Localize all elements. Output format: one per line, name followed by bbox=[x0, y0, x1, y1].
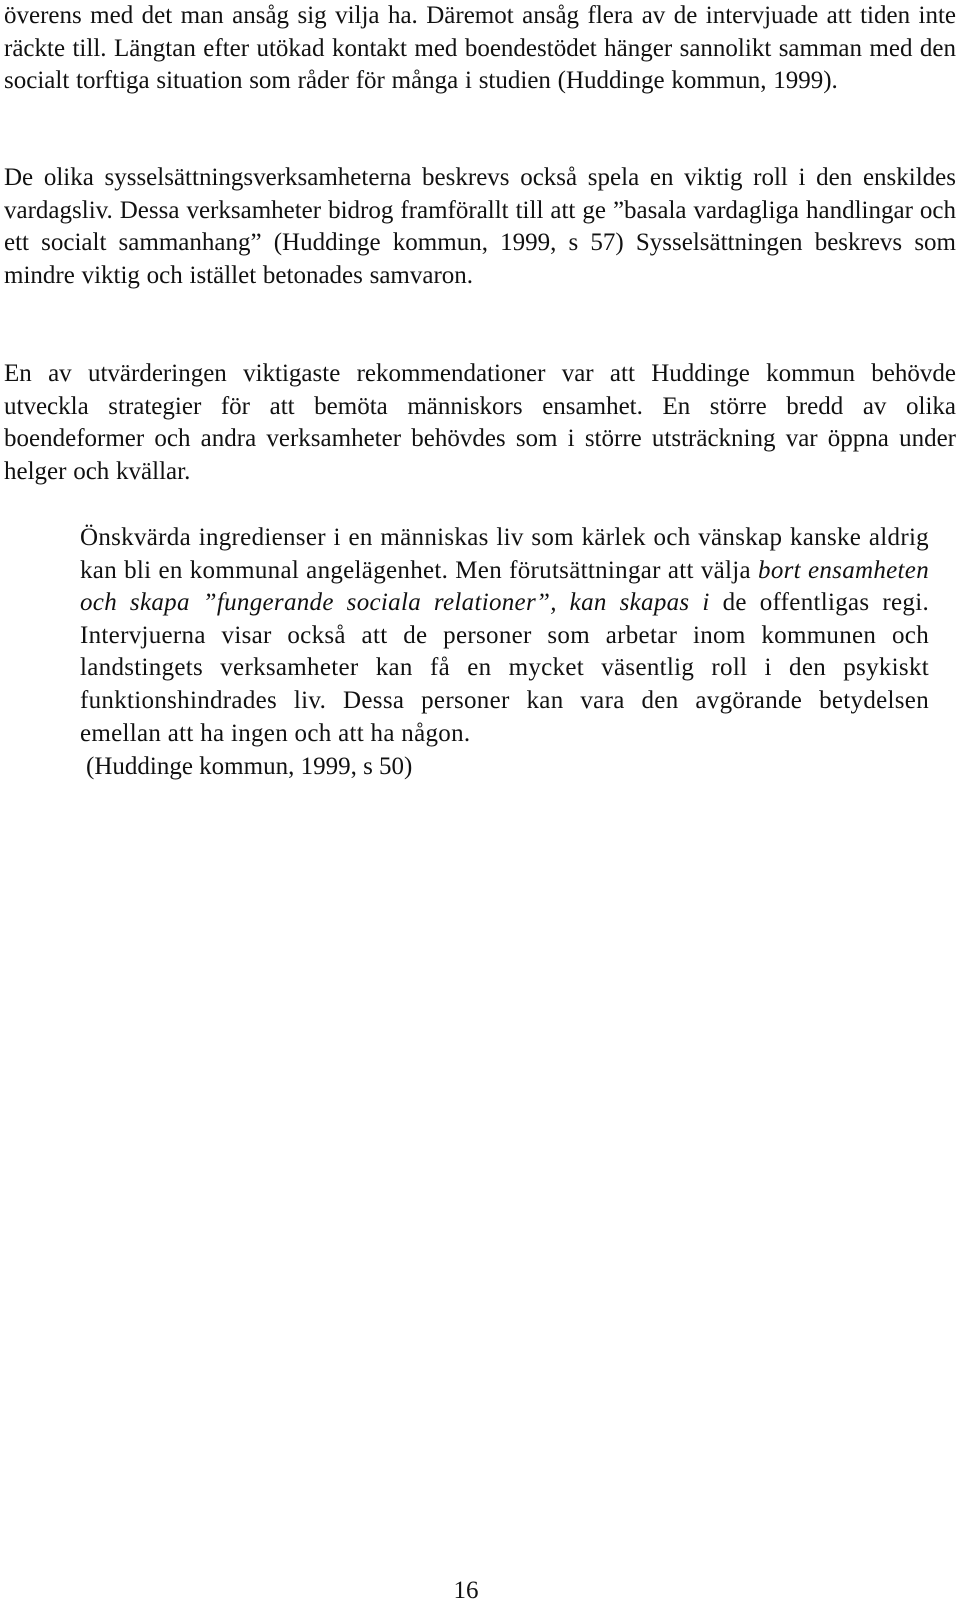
quote-text-italic: bort ensamheten och skapa ”fungerande sociala relationer”, kan skapas i bbox=[80, 556, 929, 617]
quote-text-start: Önskvärda ingredienser i en människas liv som kärlek och vänskap kanske aldrig kan bli en kommunal angelägenhet. Men förutsättningar att välja bbox=[80, 524, 929, 584]
paragraph-boendestod: överens med det man ansåg sig vilja ha. Däremot ansåg flera av de intervjuade att tiden inte räckte till. Längtan efter utökad kontakt med boendestödet hänger sannolikt samman med den socialt torftiga situation som råder för många i studien (Huddinge kommun, 1999). bbox=[4, 2, 956, 95]
quote-source: (Huddinge kommun, 1999, s 50) bbox=[86, 753, 413, 780]
quote-text-end: de offentligas regi. Intervjuerna visar också att de personer som arbetar inom kommunen och landstingets verksamheter kan få en mycket väsentlig roll i den psykiskt funktionshindrades liv. Dessa personer kan vara den avgörande betydelsen emellan att ha ingen och att ha någon. bbox=[80, 589, 930, 747]
page-number: 16 bbox=[453, 1577, 479, 1604]
paragraph-sysselsattning: De olika sysselsättningsverksamheterna beskrevs också spela en viktig roll i den enskildes vardagsliv. Dessa verksamheter bidrog framförallt till att ge ”basala vardagliga handlingar och ett socialt sammanhang” (Huddinge kommun, 1999, s 57) Sysselsättningen beskrevs som mindre viktig och istället betonades samvaron. bbox=[4, 164, 956, 289]
block-quote bbox=[80, 522, 929, 750]
paragraph-rekommendationer: En av utvärderingen viktigaste rekommendationer var att Huddinge kommun behövde utveckla strategier för att bemöta människors ensamhet. En större bredd av olika boendeformer och andra verksamheter behövdes som i större utsträckning var öppna under helger och kvällar. bbox=[4, 360, 956, 485]
